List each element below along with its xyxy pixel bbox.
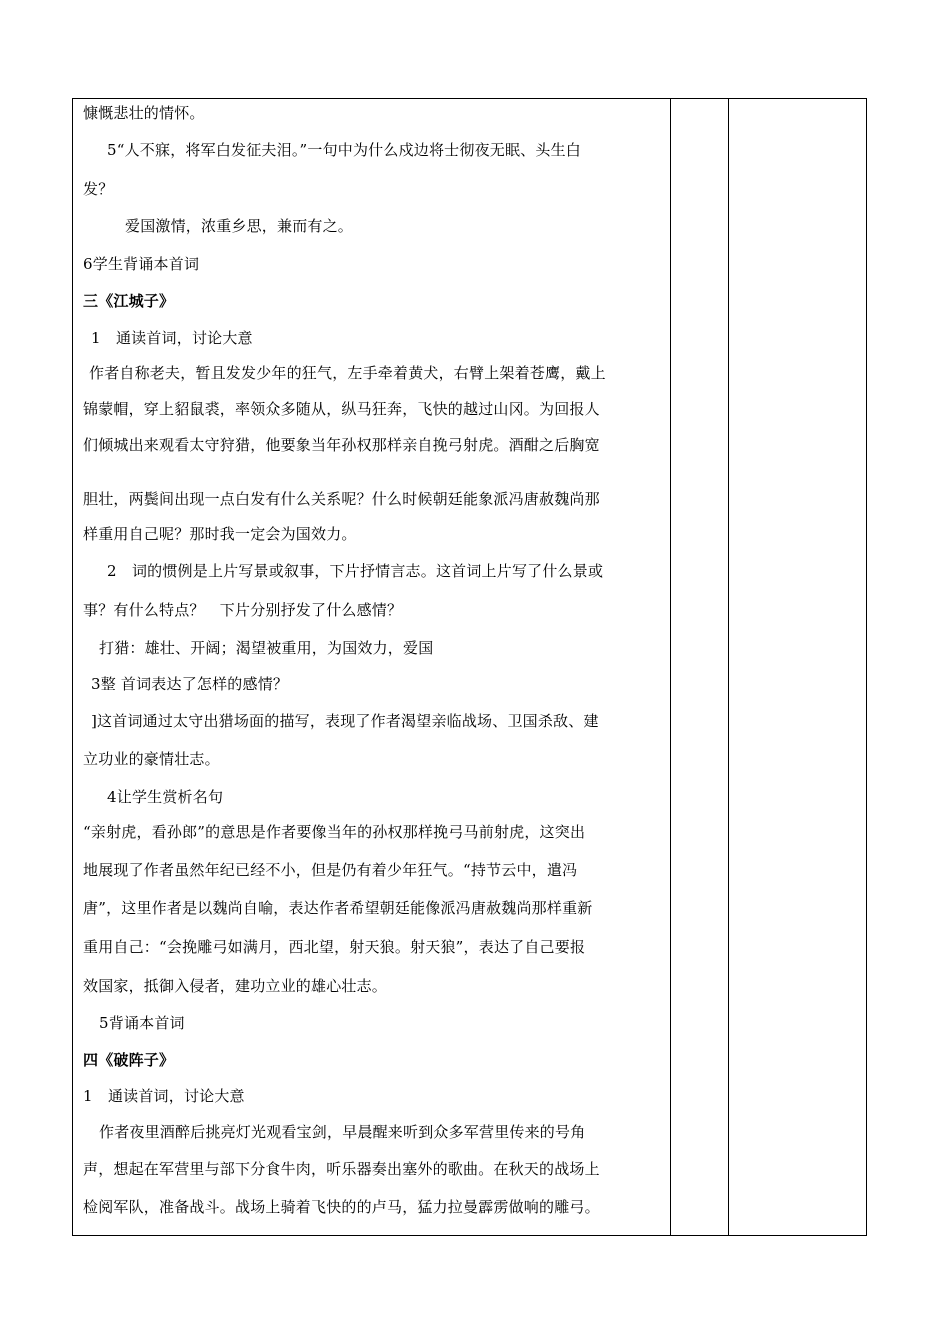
step-line: 3整 首词表达了怎样的感情？ [91, 675, 289, 693]
paragraph-line: 胆壮，两鬓间出现一点白发有什么关系呢？什么时候朝廷能象派冯唐赦魏尚那 [83, 490, 600, 508]
text-line: 慷慨悲壮的情怀。 [83, 104, 205, 122]
step-line: 1 通读首词，讨论大意 [83, 1087, 245, 1105]
answer-line: 打猎：雄壮、开阔；渴望被重用，为国效力，爱国 [99, 639, 434, 657]
text-line: 6学生背诵本首词 [83, 255, 200, 273]
paragraph-line: “亲射虎，看孙郎”的意思是作者要像当年的孙权那样挽弓马前射虎，这突出 [83, 823, 586, 841]
step-line: 5背诵本首词 [99, 1014, 185, 1032]
question-line: 5“人不寐，将军白发征夫泪。”一句中为什么戍边将士彻夜无眠、头生白 [107, 141, 581, 159]
lesson-table [72, 98, 867, 1236]
paragraph-line: 锦蒙帽，穿上貂鼠裘，率领众多随从，纵马狂奔，飞快的越过山冈。为回报人 [83, 400, 600, 418]
lesson-content-cell [73, 99, 670, 1235]
step-line: 1 通读首词，讨论大意 [91, 329, 253, 347]
paragraph-line: 检阅军队，准备战斗。战场上骑着飞快的的卢马，猛力拉曼霹雳做响的雕弓。 [83, 1198, 600, 1216]
paragraph-line: 地展现了作者虽然年纪已经不小，但是仍有着少年狂气。“持节云中，遣冯 [83, 861, 578, 879]
answer-line: 爱国激情，浓重乡思，兼而有之。 [125, 217, 354, 235]
answer-line: 立功业的豪情壮志。 [83, 750, 220, 768]
paragraph-line: 们倾城出来观看太守狩猎，他要象当年孙权那样亲自挽弓射虎。酒酣之后胸宽 [83, 436, 600, 454]
column-divider [728, 99, 729, 1235]
section-heading: 四《破阵子》 [83, 1051, 175, 1069]
paragraph-line: 重用自己：“会挽雕弓如满月，西北望，射天狼。射天狼”，表达了自己要报 [83, 938, 586, 956]
question-line: 事？有什么特点？ 下片分别抒发了什么感情？ [83, 601, 403, 619]
section-heading: 三《江城子》 [83, 292, 175, 310]
answer-line: ]这首词通过太守出猎场面的描写，表现了作者渴望亲临战场、卫国杀敌、建 [91, 712, 599, 730]
paragraph-line: 唐”，这里作者是以魏尚自喻，表达作者希望朝廷能像派冯唐赦魏尚那样重新 [83, 899, 593, 917]
paragraph-line: 样重用自己呢？那时我一定会为国效力。 [83, 525, 357, 543]
question-line: 2 词的惯例是上片写景或叙事，下片抒情言志。这首词上片写了什么景或 [107, 562, 604, 580]
step-line: 4让学生赏析名句 [107, 788, 224, 806]
paragraph-line: 声，想起在军营里与部下分食牛肉，听乐器奏出塞外的歌曲。在秋天的战场上 [83, 1160, 600, 1178]
text-line: 发？ [83, 180, 114, 198]
paragraph-line: 作者自称老夫，暂且发发少年的狂气，左手牵着黄犬，右臂上架着苍鹰，戴上 [89, 364, 606, 382]
paragraph-line: 作者夜里酒醉后挑亮灯光观看宝剑，早晨醒来听到众多军营里传来的号角 [99, 1123, 586, 1141]
paragraph-line: 效国家，抵御入侵者，建功立业的雄心壮志。 [83, 977, 388, 995]
column-divider [670, 99, 671, 1235]
